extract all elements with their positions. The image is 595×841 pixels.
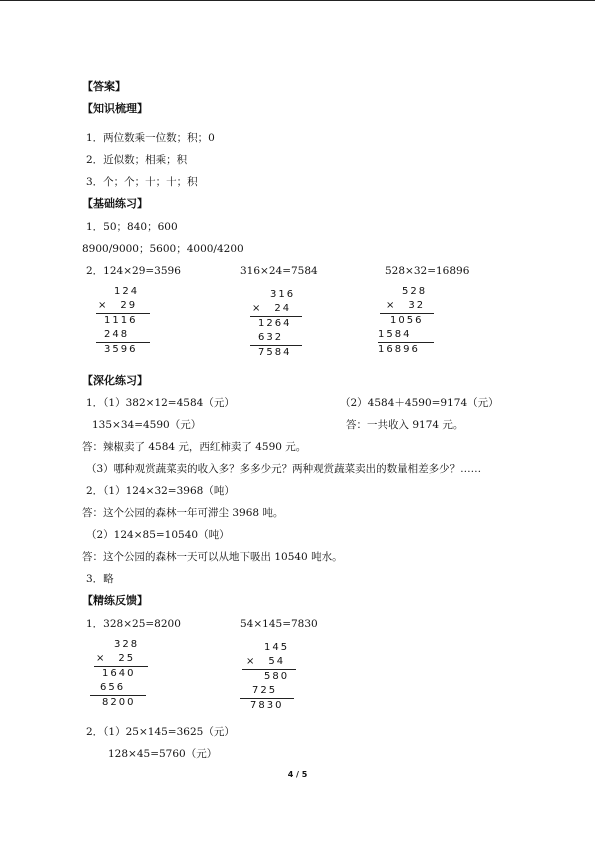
calc-partial-2: 1584 [378,329,412,340]
calc-result: 16896 [378,344,420,355]
deep-header: 【深化练习】 [82,374,148,387]
calc-multiplicand: 528 [402,286,428,297]
basic-eq-2: 316×24=7584 [240,265,318,277]
feedback-eq-1: 1．328×25=8200 [86,618,181,630]
calc-rule [250,316,302,317]
feedback-header: 【精练反馈】 [82,594,148,607]
deep-q1-answer-total: 答：一共收入 9174 元。 [346,419,464,431]
calc-rule [96,313,150,314]
feedback-q2-line2: 128×45=5760（元） [108,748,218,760]
top-border [0,0,595,1]
calc-rule [96,342,150,343]
deep-q3: 3．略 [86,573,114,585]
calc-multiplicand: 316 [270,289,296,300]
calc-partial-2: 248 [104,329,130,340]
answer-header: 【答案】 [82,80,126,93]
calc-multiplicand: 145 [264,642,290,653]
calc-multiplier: × 32 [386,300,426,311]
calc-multiplier: × 29 [98,300,138,311]
deep-q1-part2: （2）4584＋4590=9174（元） [340,397,499,409]
basic-line-1: 1．50；840；600 [86,221,178,233]
calc-result: 3596 [104,344,138,355]
calc-multiplicand: 124 [114,286,140,297]
calc-rule [90,695,146,696]
calc-partial-1: 580 [264,671,290,682]
deep-q1-line2: 135×34=4590（元） [92,419,202,431]
calc-partial-1: 1640 [102,668,136,679]
deep-q2-part2: （2）124×85=10540（吨） [86,529,230,541]
basic-header: 【基础练习】 [82,197,148,210]
knowledge-line-1: 1．两位数乘一位数；积；0 [86,132,215,144]
deep-q2-answer1: 答：这个公园的森林一年可滞尘 3968 吨。 [82,507,284,519]
calc-result: 7830 [250,700,284,711]
knowledge-header: 【知识梳理】 [82,102,148,115]
feedback-q2-part1: 2．（1）25×145=3625（元） [86,726,235,738]
calc-partial-2: 632 [258,332,284,343]
calc-rule [242,669,296,670]
calc-partial-1: 1056 [390,315,424,326]
calc-partial-1: 1116 [104,315,138,326]
basic-eq-3: 528×32=16896 [385,265,470,277]
calc-rule [380,313,434,314]
deep-q2-answer2: 答：这个公园的森林一天可以从地下吸出 10540 吨水。 [82,551,343,563]
calc-partial-1: 1264 [258,318,292,329]
deep-q1-part1: 1．（1）382×12=4584（元） [86,397,235,409]
feedback-eq-2: 54×145=7830 [240,618,318,630]
calc-result: 7584 [258,347,292,358]
calc-rule [250,345,302,346]
deep-q2-part1: 2．（1）124×32=3968（吨） [86,485,235,497]
knowledge-line-3: 3．个；个；十；十；积 [86,176,198,188]
basic-line-2: 8900/9000；5600；4000/4200 [82,243,244,255]
calc-multiplicand: 328 [114,639,140,650]
calc-multiplier: × 24 [252,303,292,314]
calc-partial-2: 656 [100,682,126,693]
calc-rule [240,698,294,699]
calc-multiplier: × 54 [246,656,286,667]
calc-result: 8200 [102,697,136,708]
page-number: 4 / 5 [287,770,308,779]
calc-multiplier: × 25 [96,653,136,664]
knowledge-line-2: 2．近似数；相乘；积 [86,154,188,166]
basic-eq-1: 2．124×29=3596 [86,265,181,277]
deep-q1-part3: （3）哪种观赏蔬菜卖的收入多？多多少元？两种观赏蔬菜卖出的数量相差多少？…… [86,463,482,475]
calc-rule [94,666,148,667]
calc-partial-2: 725 [252,685,278,696]
calc-rule [378,342,434,343]
deep-q1-answer: 答：辣椒卖了 4584 元，西红柿卖了 4590 元。 [82,441,307,453]
